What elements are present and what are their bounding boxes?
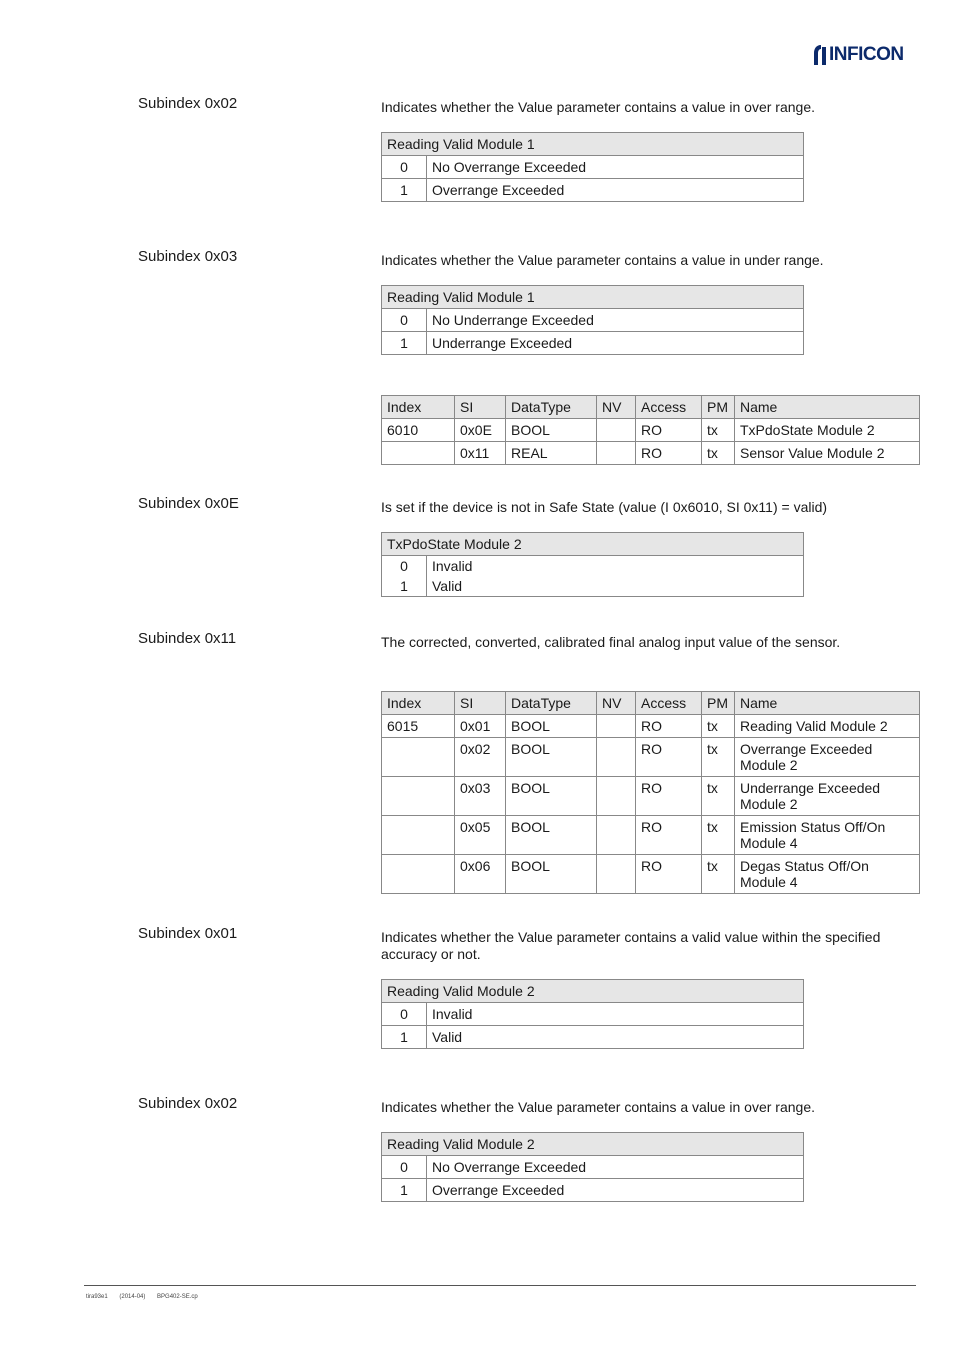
cell-index [382,442,455,465]
cell-index: 6015 [382,715,455,738]
footer [86,1294,208,1300]
value-table-header: Reading Valid Module 1 [382,133,804,156]
cell-access: RO [636,777,702,816]
value-table [381,285,804,355]
cell-name: Underrange Exceeded Module 2 [735,777,920,816]
cell-name: Overrange Exceeded Module 2 [735,738,920,777]
cell-access: RO [636,738,702,777]
table-row [382,777,920,816]
cell-datatype: BOOL [506,715,597,738]
brand-name: INFICON [829,44,904,65]
column-header: Index [382,396,455,419]
value-label: Overrange Exceeded [427,179,804,202]
value-key: 0 [382,156,427,179]
subindex-label: Subindex 0x11 [138,630,237,647]
column-header: DataType [506,396,597,419]
footer-doc-id: tira93e1 [86,1294,108,1300]
cell-si: 0x11 [455,442,506,465]
value-table-header: Reading Valid Module 2 [382,1133,804,1156]
cell-access: RO [636,442,702,465]
object-table [381,691,920,894]
table-row [382,738,920,777]
column-header: SI [455,396,506,419]
cell-nv [597,855,636,894]
cell-nv [597,442,636,465]
cell-pm: tx [702,855,735,894]
footer-divider [84,1285,916,1286]
value-label: Valid [427,1026,804,1049]
cell-si: 0x03 [455,777,506,816]
column-header: SI [455,692,506,715]
column-header: PM [702,692,735,715]
value-label: Invalid [427,556,804,577]
cell-si: 0x06 [455,855,506,894]
cell-datatype: BOOL [506,777,597,816]
inficon-logo [812,44,904,66]
table-row [382,816,920,855]
table-row [382,156,804,179]
object-table [381,395,920,465]
cell-si: 0x0E [455,419,506,442]
value-label: No Overrange Exceeded [427,156,804,179]
column-header: NV [597,692,636,715]
table-row [382,419,920,442]
cell-name: Sensor Value Module 2 [735,442,920,465]
cell-access: RO [636,855,702,894]
cell-si: 0x05 [455,816,506,855]
cell-name: Emission Status Off/On Module 4 [735,816,920,855]
column-header: Index [382,692,455,715]
column-header: NV [597,396,636,419]
cell-si: 0x01 [455,715,506,738]
column-header: Access [636,692,702,715]
cell-nv [597,777,636,816]
cell-index [382,777,455,816]
cell-pm: tx [702,442,735,465]
cell-datatype: BOOL [506,738,597,777]
value-table [381,132,804,202]
subindex-description: Is set if the device is not in Safe State (value (I 0x6010, SI 0x11) = valid) [381,499,828,515]
cell-name: Degas Status Off/On Module 4 [735,855,920,894]
value-key: 1 [382,1026,427,1049]
column-header: Name [735,692,920,715]
value-key: 0 [382,309,427,332]
cell-datatype: BOOL [506,855,597,894]
table-row [382,332,804,355]
value-table-header: Reading Valid Module 2 [382,980,804,1003]
value-key: 0 [382,556,427,577]
cell-access: RO [636,419,702,442]
cell-datatype: REAL [506,442,597,465]
inficon-logo-mark-icon [812,44,828,66]
cell-si: 0x02 [455,738,506,777]
cell-index [382,816,455,855]
table-row [382,309,804,332]
value-label: Invalid [427,1003,804,1026]
value-key: 0 [382,1156,427,1179]
subindex-description: Indicates whether the Value parameter contains a valid value within the specified accuracy or not. [381,929,881,962]
footer-date: (2014-04) [119,1294,146,1300]
footer-file: BPG402-SE.cp [157,1294,198,1300]
cell-access: RO [636,715,702,738]
table-row [382,556,804,577]
value-table-header: TxPdoState Module 2 [382,533,804,556]
column-header: DataType [506,692,597,715]
subindex-label: Subindex 0x01 [138,925,238,942]
cell-index [382,738,455,777]
value-table-header: Reading Valid Module 1 [382,286,804,309]
subindex-label: Subindex 0x03 [138,248,238,265]
subindex-description: Indicates whether the Value parameter contains a value in over range. [381,99,815,115]
cell-pm: tx [702,419,735,442]
cell-pm: tx [702,816,735,855]
table-row [382,715,920,738]
value-key: 1 [382,576,427,597]
table-row [382,1179,804,1202]
value-label: Overrange Exceeded [427,1179,804,1202]
table-row [382,442,920,465]
cell-datatype: BOOL [506,816,597,855]
value-label: No Underrange Exceeded [427,309,804,332]
subindex-description: Indicates whether the Value parameter contains a value in over range. [381,1099,815,1115]
value-table [381,1132,804,1202]
cell-index [382,855,455,894]
cell-datatype: BOOL [506,419,597,442]
cell-nv [597,816,636,855]
cell-access: RO [636,816,702,855]
column-header: Name [735,396,920,419]
table-row [382,1156,804,1179]
cell-nv [597,715,636,738]
table-row [382,179,804,202]
cell-index: 6010 [382,419,455,442]
subindex-description: The corrected, converted, calibrated final analog input value of the sensor. [381,634,841,650]
value-key: 0 [382,1003,427,1026]
cell-nv [597,738,636,777]
column-header: Access [636,396,702,419]
value-table [381,979,804,1049]
cell-name: TxPdoState Module 2 [735,419,920,442]
value-label: Underrange Exceeded [427,332,804,355]
subindex-label: Subindex 0x02 [138,95,238,112]
value-label: Valid [427,576,804,597]
value-table [381,532,804,597]
cell-pm: tx [702,777,735,816]
cell-pm: tx [702,738,735,777]
value-key: 1 [382,179,427,202]
cell-pm: tx [702,715,735,738]
cell-nv [597,419,636,442]
subindex-label: Subindex 0x0E [138,495,239,512]
table-row [382,1003,804,1026]
table-row [382,1026,804,1049]
subindex-label: Subindex 0x02 [138,1095,238,1112]
table-row [382,576,804,597]
value-key: 1 [382,1179,427,1202]
cell-name: Reading Valid Module 2 [735,715,920,738]
column-header: PM [702,396,735,419]
table-row [382,855,920,894]
value-key: 1 [382,332,427,355]
subindex-description: Indicates whether the Value parameter contains a value in under range. [381,252,824,268]
value-label: No Overrange Exceeded [427,1156,804,1179]
